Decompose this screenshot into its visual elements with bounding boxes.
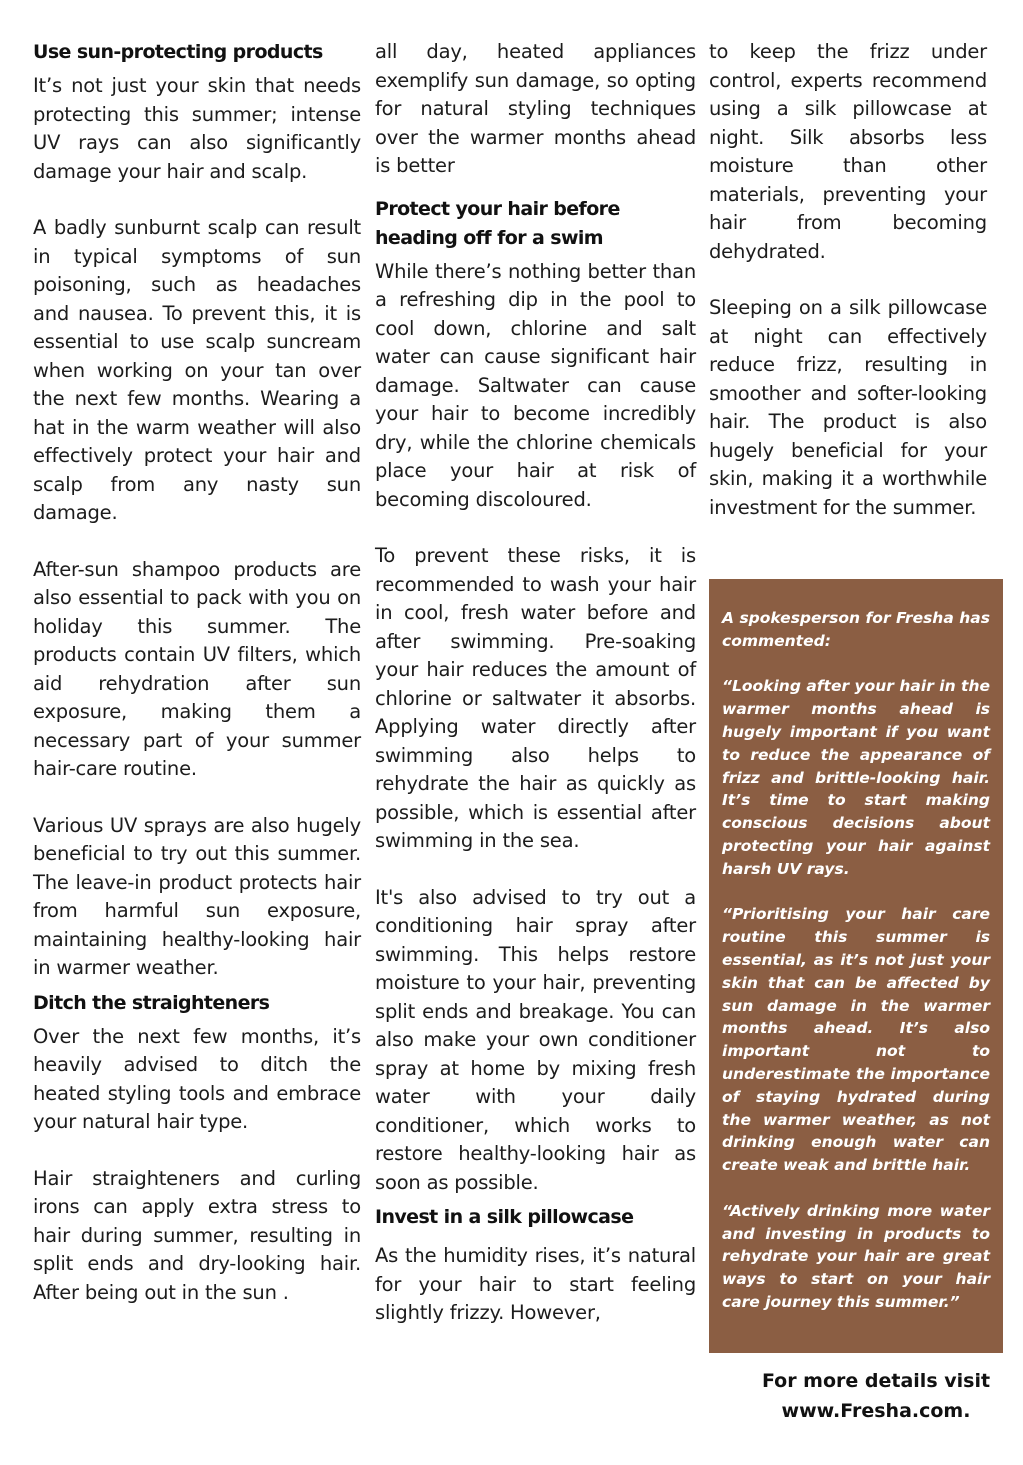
paragraph: all day, heated appliances exemplify sun damage, so opting for natural styling techniques over the warmer months ahead is better — [375, 40, 696, 177]
column-3 — [709, 38, 987, 522]
paragraph: While there’s nothing better than a refreshing dip in the pool to cool down, chlorine and salt water can cause significant hair damage. Saltwater can cause your hair to become incredibly dry, while the chlorine chemicals place your hair at risk of becoming discoloured. — [375, 259, 696, 511]
paragraph: It's also advised to try out a conditioning hair spray after swimming. This helps restore moisture to your hair, preventing split ends and breakage. You can also make your own conditioner spray at home by mixing fresh water with your daily conditioner, which works to restore healthy-looking hair as soon as possible. — [375, 885, 696, 1194]
paragraph: Sleeping on a silk pillowcase at night can effectively reduce frizz, resulting in smoother and softer-looking hair. The product is also hugely beneficial for your skin, making it a worthwhile investment for the summer. — [709, 296, 987, 519]
paragraph: It’s not just your skin that needs protecting this summer; intense UV rays can also significantly damage your hair and scalp. — [33, 74, 361, 183]
paragraph: Hair straighteners and curling irons can apply extra stress to hair during summer, resulting in split ends and dry-looking hair. After being out in the sun . — [33, 1166, 361, 1304]
paragraph: Various UV sprays are also hugely beneficial to try out this summer. The leave-in product protects hair from harmful sun exposure, maintaining healthy-looking hair in warmer weather. — [33, 813, 361, 979]
footer-cta — [745, 1366, 1007, 1426]
paragraph: to keep the frizz under control, experts recommend using a silk pillowcase at night. Silk absorbs less moisture than other materials, preventing your hair from becoming dehydrated. — [709, 40, 987, 263]
quote-intro: A spokesperson for Fresha has commented: — [722, 609, 990, 650]
quote-paragraph: “Actively drinking more water and investing in products to rehydrate your hair are great ways to start on your hair care journey this summer.” — [722, 1201, 990, 1311]
heading-protect-your-hair: Protect your hair before heading off for a swim — [375, 197, 620, 249]
quote-paragraph: “Looking after your hair in the warmer months ahead is hugely important if you want to reduce the appearance of frizz and brittle-looking hair. It’s time to start making conscious decisions about protecting your hair against harsh UV rays. — [722, 677, 990, 878]
column-1 — [33, 38, 361, 1307]
paragraph: A badly sunburnt scalp can result in typical symptoms of sun poisoning, such as headaches and nausea. To prevent this, it is essential to use scalp suncream when working on your tan over the next few months. Wearing a hat in the warm weather will also effectively protect your hair and scalp from any nasty sun damage. — [33, 216, 361, 524]
heading-sun-protecting-products: Use sun-protecting products — [33, 41, 323, 63]
heading-ditch-the-straighteners: Ditch the straighteners — [33, 991, 270, 1014]
footer-line: For more details visit — [761, 1370, 991, 1392]
heading-invest-in-silk-pillowcase: Invest in a silk pillowcase — [375, 1206, 634, 1228]
spokesperson-quote-box — [709, 579, 1003, 1353]
paragraph: After-sun shampoo products are also essential to pack with you on holiday this summer. The products contain UV filters, which aid rehydration after sun exposure, making them a necessary part of your summer hair-care routine. — [33, 557, 361, 780]
column-2 — [375, 38, 696, 1328]
quote-paragraph: “Prioritising your hair care routine this summer is essential, as it’s not just your skin that can be affected by sun damage in the warmer months ahead. It’s also important not to underestimate the importance of staying hydrated during the warmer weather, as not drinking enough water can create weak and brittle hair. — [722, 905, 990, 1175]
paragraph: Over the next few months, it’s heavily advised to ditch the heated styling tools and embrace your natural hair type. — [33, 1024, 361, 1133]
paragraph: As the humidity rises, it’s natural for your hair to start feeling slightly frizzy. However, — [375, 1244, 696, 1324]
footer-website-link[interactable]: www.Fresha.com. — [781, 1400, 971, 1422]
paragraph: To prevent these risks, it is recommended to wash your hair in cool, fresh water before and after swimming. Pre-soaking your hair reduces the amount of chlorine or saltwater it absorbs. Applying water directly after swimming also helps to rehydrate the hair as quickly as possible, which is essential after swimming in the sea. — [375, 544, 696, 852]
